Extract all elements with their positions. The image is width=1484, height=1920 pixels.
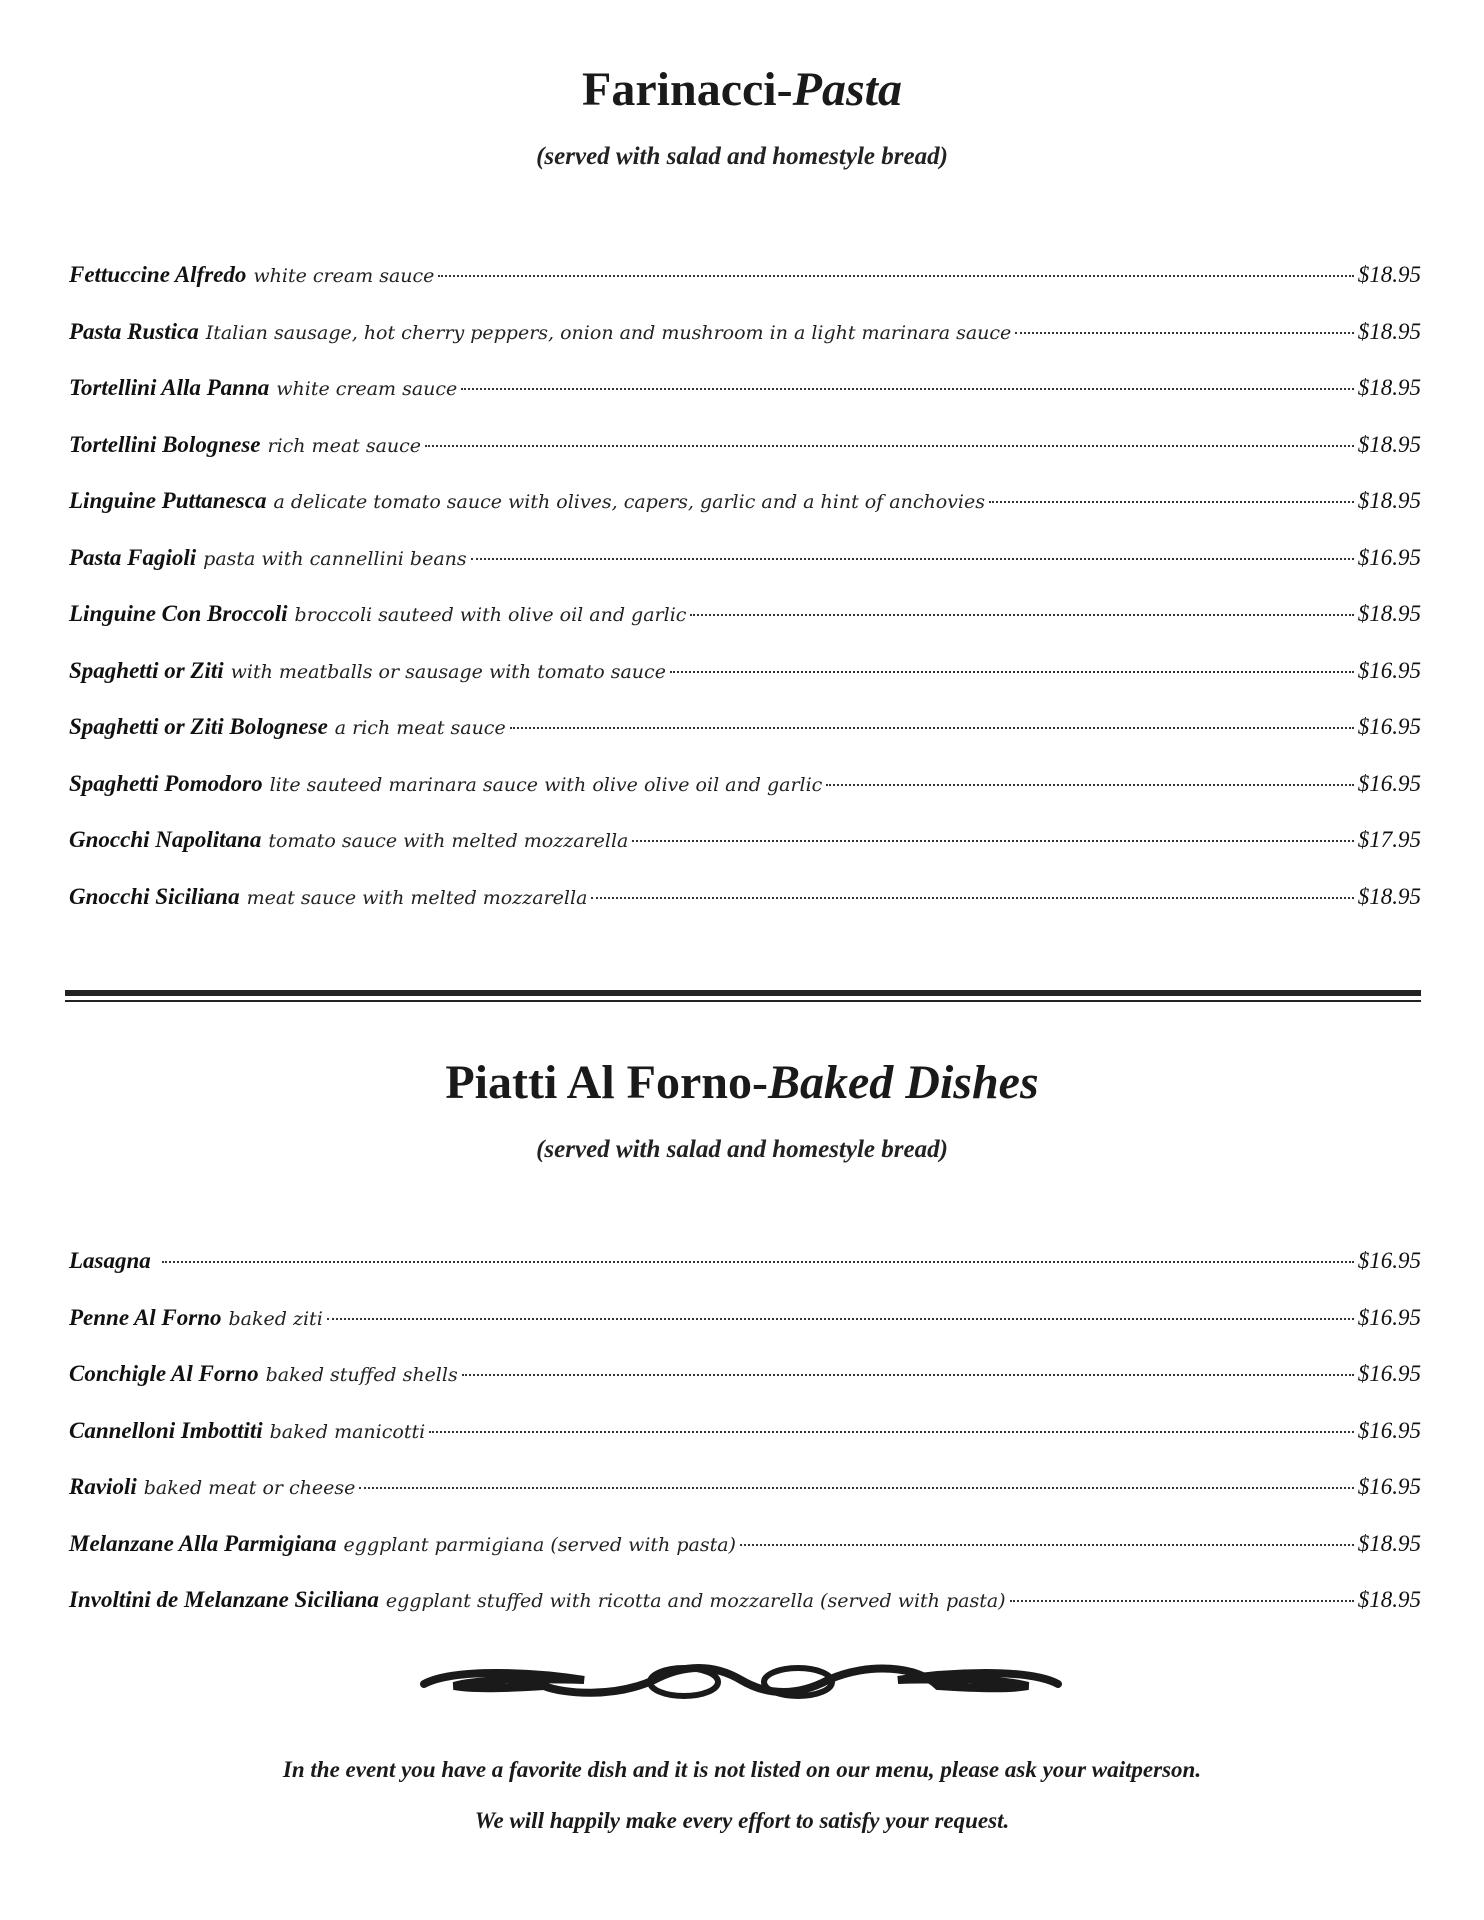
menu-item xyxy=(69,1587,1421,1644)
pasta-title-italic: Pasta xyxy=(792,63,902,116)
menu-item-name: Pasta Fagioli xyxy=(69,544,197,570)
menu-item-price: $18.95 xyxy=(1357,375,1421,400)
menu-item-name: Tortellini Bolognese xyxy=(69,431,261,457)
pasta-title-main: Farinacci- xyxy=(582,63,793,116)
menu-item xyxy=(69,1474,1421,1531)
menu-item-price: $16.95 xyxy=(1357,1417,1421,1443)
menu-item xyxy=(69,884,1421,941)
menu-item-name: Penne Al Forno xyxy=(69,1304,222,1330)
menu-item-name: Pasta Rustica xyxy=(69,318,199,344)
menu-item-price: $17.95 xyxy=(1357,827,1421,852)
menu-item-price: $18.95 xyxy=(1357,883,1421,909)
menu-item-price: $18.95 xyxy=(1357,431,1421,457)
dot-leader xyxy=(471,558,1354,560)
divider-thin-line xyxy=(65,1000,1421,1002)
menu-item xyxy=(69,1531,1421,1588)
pasta-menu-list xyxy=(69,262,1421,940)
menu-item-price: $16.95 xyxy=(1357,657,1421,683)
dot-leader xyxy=(359,1487,1353,1489)
dot-leader xyxy=(429,1431,1354,1433)
dot-leader xyxy=(740,1544,1354,1546)
dot-leader xyxy=(1015,332,1353,334)
menu-item-name: Linguine Con Broccoli xyxy=(69,601,288,626)
menu-item-price: $16.95 xyxy=(1357,1248,1421,1273)
menu-item-name: Involtini de Melanzane Siciliana xyxy=(69,1587,379,1612)
menu-item xyxy=(69,488,1421,545)
menu-item xyxy=(69,1418,1421,1475)
menu-item xyxy=(69,375,1421,432)
menu-item-name: Tortellini Alla Panna xyxy=(69,375,270,400)
baked-menu-list xyxy=(69,1248,1421,1644)
dot-leader xyxy=(462,1374,1354,1376)
menu-item-name: Linguine Puttanesca xyxy=(69,488,267,513)
menu-item-name: Spaghetti or Ziti xyxy=(69,657,224,683)
menu-item-price: $18.95 xyxy=(1357,601,1421,626)
menu-item-description: baked manicotti xyxy=(269,1420,426,1443)
dot-leader xyxy=(438,275,1353,277)
menu-item-price: $16.95 xyxy=(1357,770,1421,796)
menu-item-description: eggplant parmigiana (served with pasta) xyxy=(343,1533,736,1556)
menu-item-name: Fettuccine Alfredo xyxy=(69,262,247,287)
menu-item xyxy=(69,771,1421,828)
dot-leader xyxy=(989,501,1354,503)
menu-item-description: broccoli sauteed with olive oil and garlic xyxy=(294,604,687,626)
menu-item xyxy=(69,714,1421,771)
baked-section-title xyxy=(0,1055,1484,1110)
menu-item-name: Ravioli xyxy=(69,1474,137,1499)
menu-item xyxy=(69,432,1421,489)
menu-item xyxy=(69,1361,1421,1418)
menu-item-description: pasta with cannellini beans xyxy=(203,547,467,570)
menu-item-description: baked ziti xyxy=(228,1307,323,1330)
menu-item-name: Spaghetti or Ziti Bolognese xyxy=(69,714,328,739)
menu-item-price: $16.95 xyxy=(1357,1304,1421,1330)
menu-item-name: Spaghetti Pomodoro xyxy=(69,770,263,796)
dot-leader xyxy=(1010,1600,1354,1602)
dot-leader xyxy=(327,1318,1354,1320)
menu-item-name: Conchigle Al Forno xyxy=(69,1361,259,1386)
menu-item xyxy=(69,545,1421,602)
dot-leader xyxy=(632,840,1353,842)
menu-item-name: Gnocchi Siciliana xyxy=(69,883,240,909)
menu-item-name: Cannelloni Imbottiti xyxy=(69,1417,263,1443)
decorative-flourish xyxy=(414,1650,1068,1710)
menu-item-description: Italian sausage, hot cherry peppers, onion and mushroom in a light marinara sauce xyxy=(205,321,1012,344)
pasta-subtitle: (served with salad and homestyle bread) xyxy=(536,143,948,170)
baked-title-main: Piatti Al Forno- xyxy=(445,1056,768,1109)
baked-subtitle: (served with salad and homestyle bread) xyxy=(536,1136,948,1163)
menu-item xyxy=(69,1305,1421,1362)
menu-item-price: $18.95 xyxy=(1357,1530,1421,1556)
menu-item-price: $16.95 xyxy=(1357,544,1421,570)
footer-note-line2: We will happily make every effort to satisfy your request. xyxy=(474,1808,1010,1833)
menu-item-description: eggplant stuffed with ricotta and mozzarella (served with pasta) xyxy=(385,1590,1006,1612)
dot-leader xyxy=(670,671,1354,673)
menu-item xyxy=(69,601,1421,658)
dot-leader xyxy=(690,614,1353,616)
menu-item xyxy=(69,319,1421,376)
dot-leader xyxy=(425,445,1354,447)
menu-item-price: $16.95 xyxy=(1357,1474,1421,1499)
baked-title-italic: Baked Dishes xyxy=(767,1056,1039,1109)
menu-item-description: rich meat sauce xyxy=(267,434,422,457)
menu-item-price: $16.95 xyxy=(1357,1361,1421,1386)
dot-leader xyxy=(162,1261,1354,1263)
menu-item-description: lite sauteed marinara sauce with olive olive oil and garlic xyxy=(269,773,823,796)
dot-leader xyxy=(461,388,1353,390)
menu-item-price: $18.95 xyxy=(1357,318,1421,344)
menu-item-description: tomato sauce with melted mozzarella xyxy=(268,830,629,852)
menu-item-description: baked meat or cheese xyxy=(143,1477,356,1499)
section-divider xyxy=(65,990,1421,1002)
menu-item-description: white cream sauce xyxy=(253,265,435,287)
menu-item xyxy=(69,1248,1421,1305)
menu-item-name: Melanzane Alla Parmigiana xyxy=(69,1530,337,1556)
menu-item xyxy=(69,658,1421,715)
menu-item-description: a delicate tomato sauce with olives, capers, garlic and a hint of anchovies xyxy=(273,491,985,513)
menu-item-price: $16.95 xyxy=(1357,714,1421,739)
pasta-section-title xyxy=(0,62,1484,117)
menu-item-description: with meatballs or sausage with tomato sauce xyxy=(230,660,666,683)
menu-item-price: $18.95 xyxy=(1357,262,1421,287)
menu-item-description: a rich meat sauce xyxy=(334,717,506,739)
menu-item-description: baked stuffed shells xyxy=(265,1364,458,1386)
dot-leader xyxy=(826,784,1353,786)
menu-item-price: $18.95 xyxy=(1357,488,1421,513)
menu-item-price: $18.95 xyxy=(1357,1587,1421,1612)
divider-thick-line xyxy=(65,990,1421,996)
footer-note-line1: In the event you have a favorite dish and it is not listed on our menu, please ask your waitperson. xyxy=(282,1757,1202,1782)
menu-item-name: Gnocchi Napolitana xyxy=(69,827,262,852)
dot-leader xyxy=(510,727,1354,729)
dot-leader xyxy=(591,897,1353,899)
menu-item xyxy=(69,262,1421,319)
menu-item xyxy=(69,827,1421,884)
menu-item-description: white cream sauce xyxy=(276,378,458,400)
menu-item-description: meat sauce with melted mozzarella xyxy=(246,886,588,909)
menu-item-name: Lasagna xyxy=(69,1248,151,1273)
